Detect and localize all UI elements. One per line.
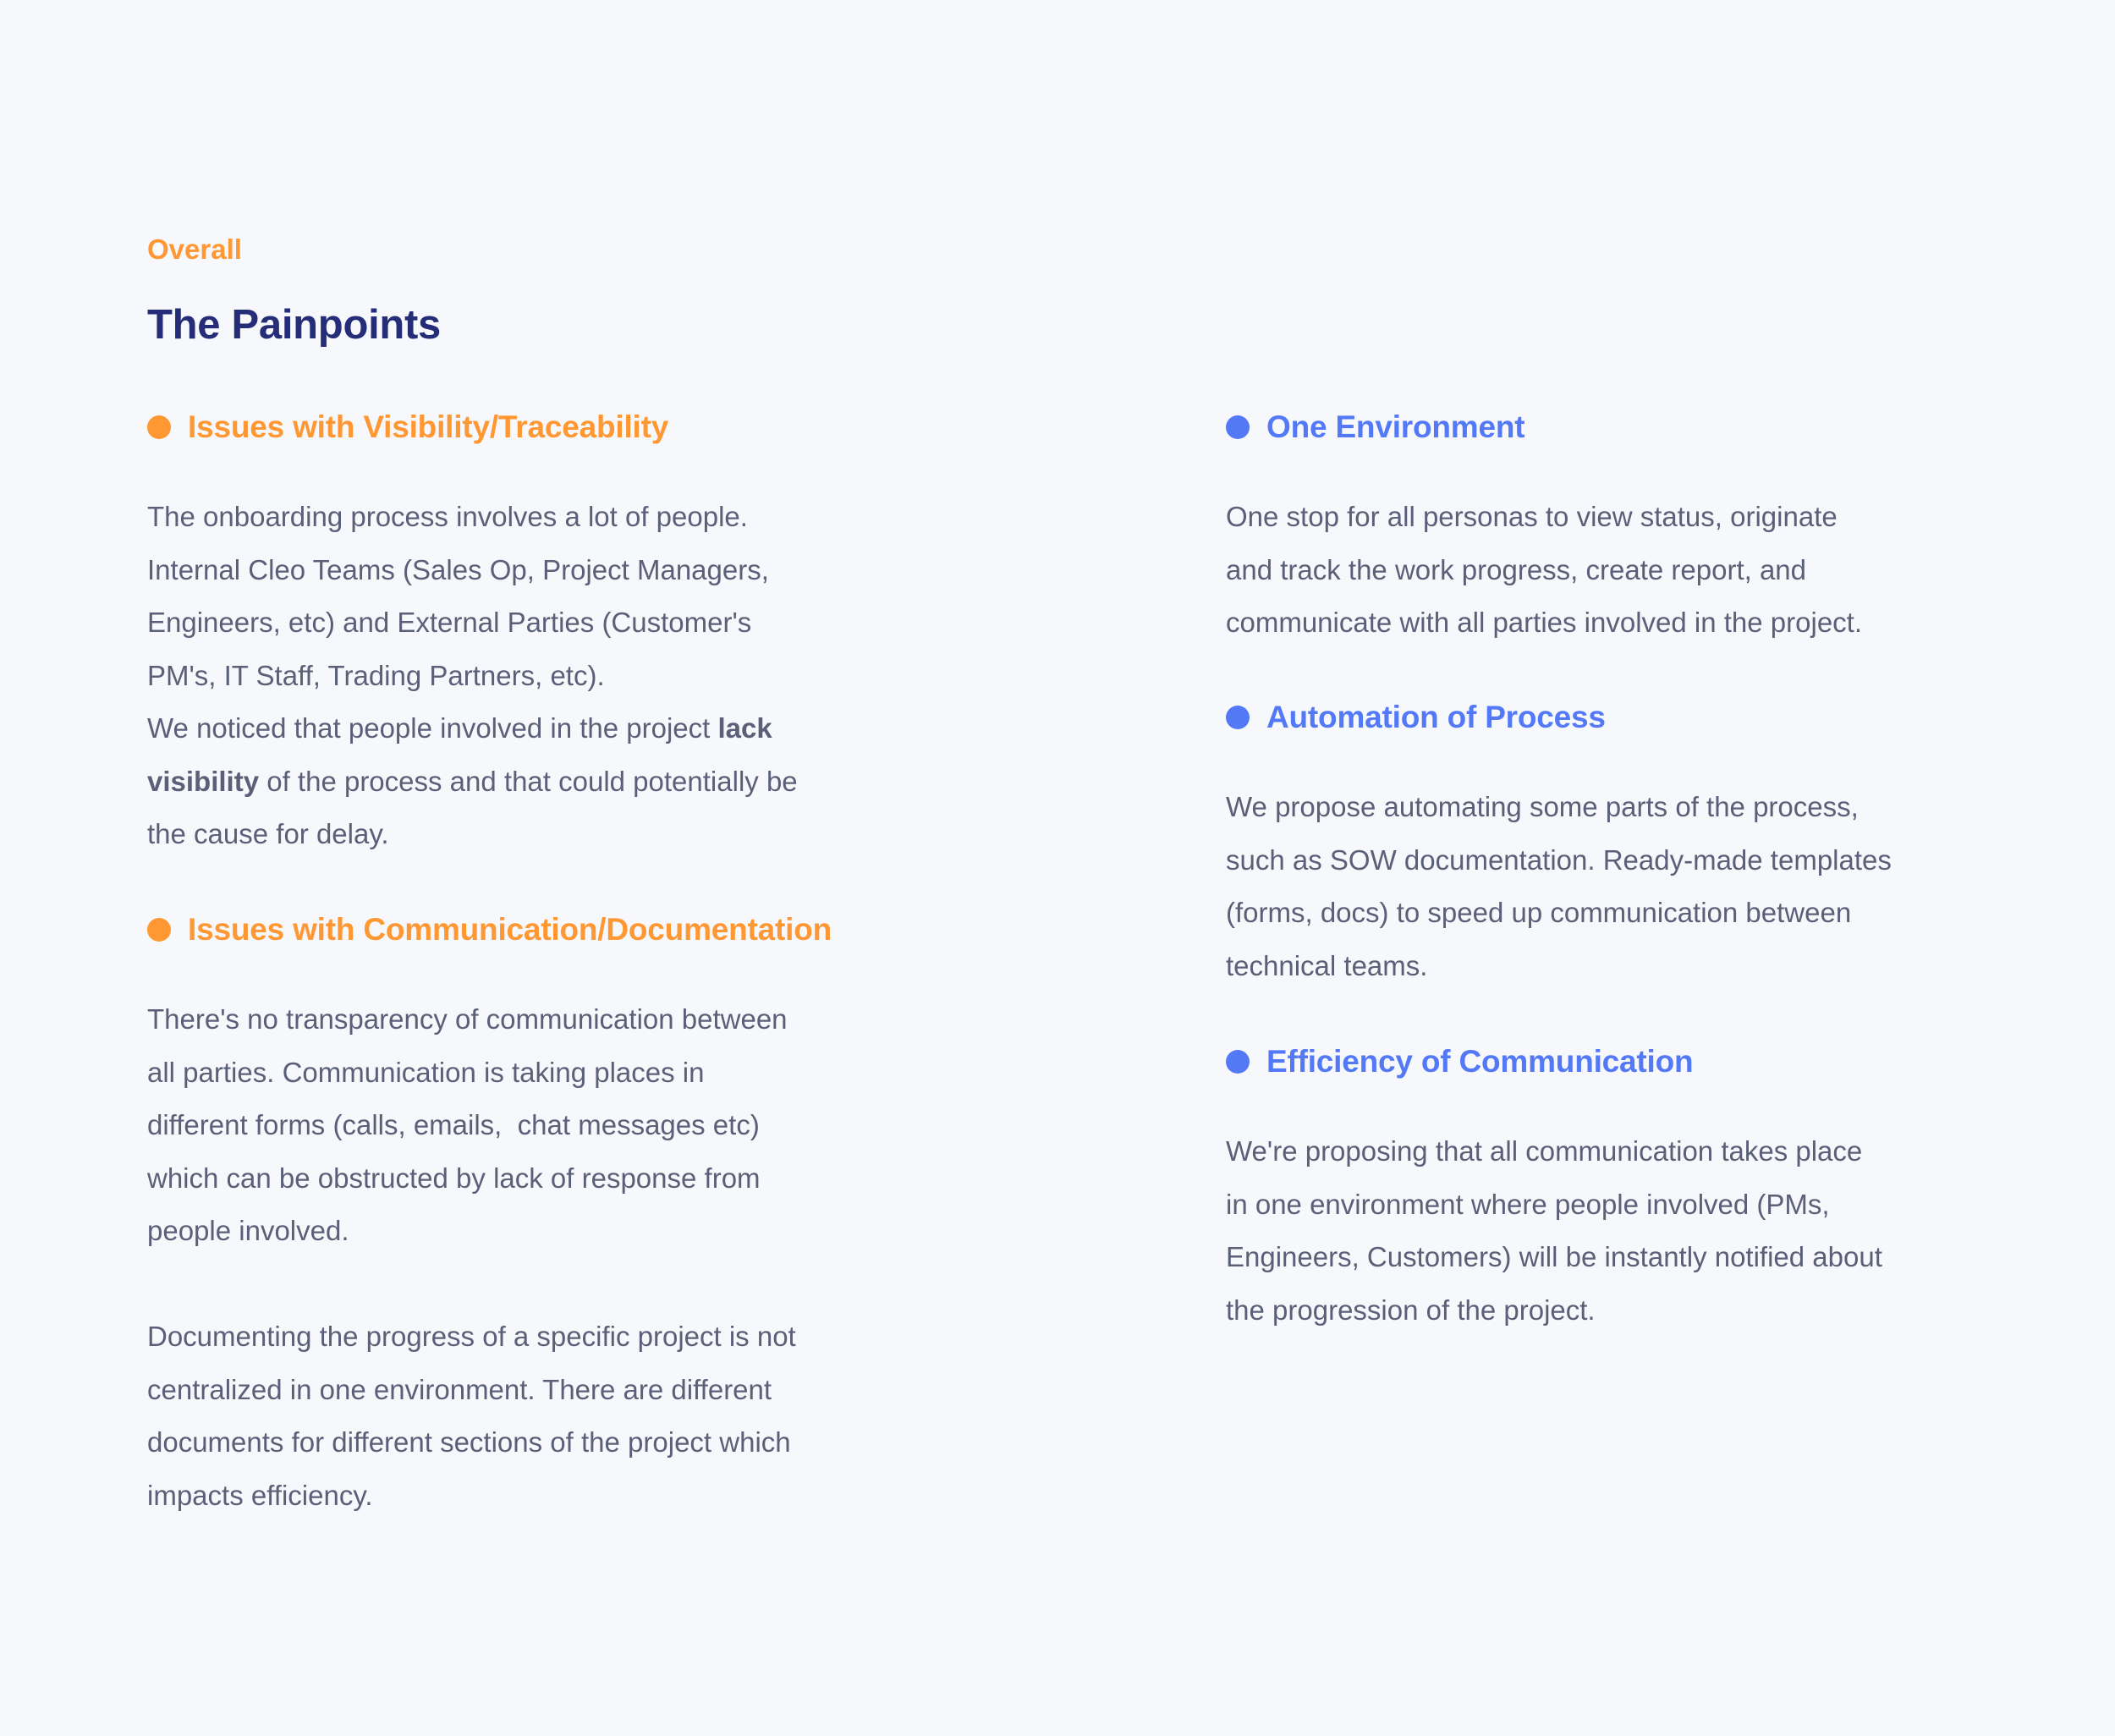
section-title: Issues with Communication/Documentation [188, 912, 832, 947]
body-line: the progression of the project. [1226, 1294, 1596, 1326]
body-text-run: We noticed that people involved in the project [147, 712, 718, 744]
blue-dot-bullet-icon [1226, 1050, 1250, 1074]
body-line: centralized in one environment. There are different [147, 1373, 772, 1405]
body-line: One stop for all personas to view status, originate [1226, 501, 1838, 532]
body-line: such as SOW documentation. Ready-made templates [1226, 843, 1892, 876]
section-heading [147, 406, 926, 448]
body-text-run: of the process and that could potentially be [259, 765, 798, 797]
section-body [1226, 781, 2004, 992]
body-line: which can be obstructed by lack of response from [147, 1162, 761, 1194]
section-body [1226, 1125, 2004, 1337]
section-heading [1226, 406, 2004, 448]
eyebrow-label: Overall [147, 233, 242, 265]
bold-emphasis: visibility [147, 765, 260, 797]
orange-dot-bullet-icon [147, 415, 171, 439]
body-line [147, 755, 926, 809]
section-heading [1226, 1041, 2004, 1083]
section-body [147, 491, 926, 861]
problem-communication-section [147, 909, 926, 1522]
body-line: the cause for delay. [147, 818, 389, 849]
paragraph-spacer [147, 1258, 926, 1311]
section-heading [1226, 696, 2004, 739]
body-line: Documenting the progress of a specific project is not [147, 1321, 796, 1352]
problem-visibility-section [147, 406, 926, 861]
body-line [147, 702, 926, 755]
section-title: One Environment [1266, 409, 1525, 444]
blue-dot-bullet-icon [1226, 415, 1250, 439]
body-line: PM's, IT Staff, Trading Partners, etc). [147, 659, 605, 691]
body-line: Engineers, Customers) will be instantly notified about [1226, 1241, 1882, 1272]
body-line: communicate with all parties involved in the project. [1226, 607, 1863, 638]
solution-automation-section [1226, 696, 2004, 992]
body-line: (forms, docs) to speed up communication between [1226, 897, 1852, 928]
body-line: and track the work progress, create report, and [1226, 553, 1807, 585]
body-line: We're proposing that all communication takes place [1226, 1135, 1863, 1167]
body-line: documents for different sections of the project which [147, 1426, 791, 1458]
body-line: different forms (calls, emails, chat messages etc) [147, 1109, 760, 1140]
body-line: The onboarding process involves a lot of people. [147, 501, 748, 532]
body-line: impacts efficiency. [147, 1479, 373, 1511]
body-line: all parties. Communication is taking places in [147, 1056, 705, 1088]
body-line: in one environment where people involved (PMs, [1226, 1188, 1830, 1220]
solution-one-environment-section [1226, 406, 2004, 650]
page-title: The Painpoints [147, 302, 441, 348]
solution-efficiency-section [1226, 1041, 2004, 1337]
section-body [147, 993, 926, 1522]
body-line: technical teams. [1226, 949, 1428, 981]
body-line: Internal Cleo Teams (Sales Op, Project Managers, [147, 553, 769, 585]
body-line: We propose automating some parts of the process, [1226, 791, 1859, 822]
body-line: There's no transparency of communication between [147, 1003, 788, 1035]
section-title: Issues with Visibility/Traceability [188, 409, 669, 444]
section-body [1226, 491, 2004, 650]
bold-emphasis: lack [717, 712, 772, 744]
body-line: people involved. [147, 1215, 349, 1246]
section-title: Automation of Process [1266, 700, 1606, 734]
section-title: Efficiency of Communication [1266, 1044, 1694, 1079]
blue-dot-bullet-icon [1226, 706, 1250, 729]
body-line: Engineers, etc) and External Parties (Customer's [147, 607, 752, 638]
orange-dot-bullet-icon [147, 918, 171, 942]
section-heading [147, 909, 926, 951]
